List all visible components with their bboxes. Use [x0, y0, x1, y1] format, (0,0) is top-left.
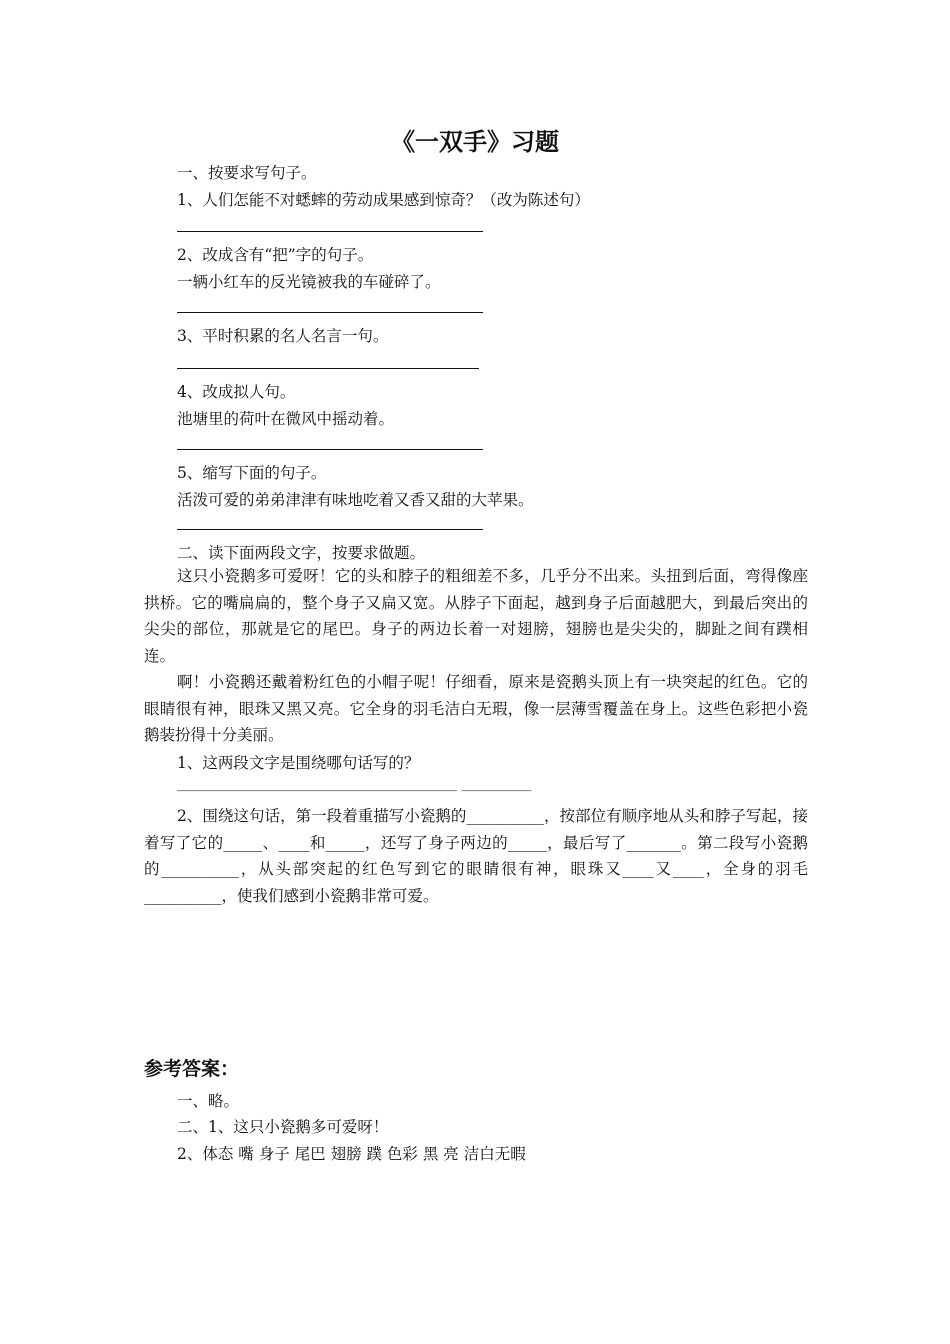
answer-part2-q1: 二、1、这只小瓷鹅多可爱呀！: [177, 1118, 389, 1136]
part1-question-4-sentence: 池塘里的荷叶在微风中摇动着。: [177, 410, 395, 428]
part2-question-2: 2、围绕这句话，第一段着重描写小瓷鹅的__________，按部位有顺序地从头和脖子写起，接着写了它的_____、____和_____，还写了身子两边的_____，最后写了_______。第二段写小瓷鹅的__________，从头部突起的红色写到它的眼睛很有神，眼珠又____又____，全身的羽毛__________，使我们感到小瓷鹅非常可爱。: [144, 807, 808, 905]
part1-heading: 一、按要求写句子。: [177, 164, 317, 182]
reading-paragraph-1: 这只小瓷鹅多可爱呀！它的头和脖子的粗细差不多，几乎分不出来。头扭到后面，弯得像座拱桥。它的嘴扁扁的，整个身子又扁又宽。从脖子下面起，越到身子后面越肥大，到最后突出的尖尖的部位，那就是它的尾巴。身子的两边长着一对翅膀，翅膀也是尖尖的，脚趾之间有蹼相连。: [144, 567, 808, 665]
part2-question-1: 1、这两段文字是围绕哪句话写的？: [177, 754, 420, 772]
answers-heading: 参考答案：: [144, 1058, 240, 1080]
answer-line-3: [177, 368, 479, 369]
part1-question-5: 5、缩写下面的句子。: [177, 464, 327, 482]
part1-question-3: 3、平时积累的名人名言一句。: [177, 327, 389, 345]
part1-question-4: 4、改成拟人句。: [177, 383, 296, 401]
part2-heading: 二、读下面两段文字，按要求做题。: [177, 544, 426, 562]
part1-question-1: 1、人们怎能不对蟋蟀的劳动成果感到惊奇？（改为陈述句）: [177, 191, 590, 209]
part1-question-5-sentence: 活泼可爱的弟弟津津有味地吃着又香又甜的大苹果。: [177, 491, 534, 509]
answer-line-4: [177, 449, 483, 450]
part2-question-1-blank: ________________________________________ __________: [177, 776, 532, 792]
part1-question-2-sentence: 一辆小红车的反光镜被我的车碰碎了。: [177, 273, 441, 291]
answer-line-5: [177, 529, 483, 530]
answer-line-2: [177, 312, 483, 313]
answer-part1: 一、略。: [177, 1092, 240, 1110]
page-title: 《一双手》习题: [391, 128, 559, 156]
reading-paragraph-2: 啊！小瓷鹅还戴着粉红色的小帽子呢！仔细看，原来是瓷鹅头顶上有一块突起的红色。它的眼睛很有神，眼珠又黑又亮。它全身的羽毛洁白无瑕，像一层薄雪覆盖在身上。这些色彩把小瓷鹅装扮得十分美丽。: [144, 673, 808, 744]
answer-line-1: [177, 231, 483, 232]
part1-question-2: 2、改成含有“把”字的句子。: [177, 246, 374, 264]
answer-part2-q2: 2、体态 嘴 身子 尾巴 翅膀 蹼 色彩 黑 亮 洁白无暇: [177, 1145, 526, 1163]
